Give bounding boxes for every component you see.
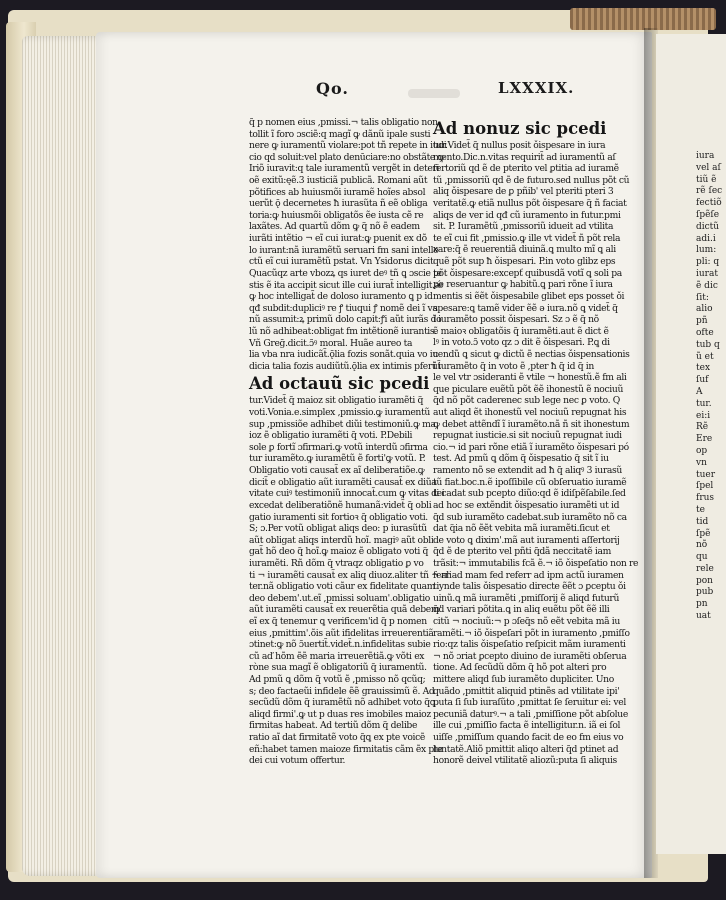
text-line: tione. Ad ſecũdũ dõm q̃ hõ pot alteri pro <box>433 662 607 674</box>
text-line: põt ǒispesare:excepť quibusdã votĩ ꝗ soli pa <box>433 267 622 279</box>
text-line: le vel vtr ɔsideranti ẽ vtile ¬ honestũ.ẽ fm ali <box>433 372 627 384</box>
text-line: aliq ǒispesare de ꝑ pñib' vel pteriti pteri 3 <box>433 186 614 198</box>
text-line: aliqd firmi'.ꝙ ut p duas res imobiles maioz <box>249 708 431 720</box>
fragment-line: ũ et <box>696 351 714 362</box>
text-line: sole ꝑ fortĩ ɔfirmari.ꝙ votũ interdũ ɔfirma <box>249 441 428 453</box>
text-line: gatio iuramenti sit fortioꝛ q̃ obligatio voti. <box>249 511 428 523</box>
text-line: firmitas habeat. Ad tertiũ dõm q̃ delibe <box>249 720 418 732</box>
fragment-line: ſpẽ <box>696 528 711 539</box>
text-line: Quacũqz arte vbozꝝ qs iuret deꝰ tñ ꝗ ɔscie te <box>249 267 442 279</box>
text-line: veritatẽ.ꝙ etiã nullus põt ǒispesare q̃ ñ faciat <box>433 198 627 210</box>
right-page-edge <box>656 34 726 854</box>
text-line: pecuniã daturꝰ.¬ a tali ,pmiſſione põt abſolue <box>433 708 628 720</box>
text-line: qđ subdit:dupliciꝰ re ꝭ tiuqui ꝭ nomẽ dei ĩ va <box>249 302 438 314</box>
fragment-line: pub <box>696 587 714 598</box>
fragment-line: ofte <box>696 327 714 338</box>
fragment-line: te <box>696 504 705 515</box>
fragment-line: ei:i <box>696 410 711 421</box>
text-line: puta ſi ſub iuraſũto ,pmittat ſe ſeruitur ei: vel <box>433 697 626 709</box>
text-line: quãdo ,pmittit aliquid ptinẽs ad vtilitate ipi' <box>433 685 620 697</box>
fragment-line: vn <box>696 457 707 468</box>
text-line: eius ,pmittim'.õis aũt ifidelitas irreuerentiã <box>249 627 434 639</box>
text-line: toria:ꝙ huiusmõi obligatõs ẽe iusta cẽ re <box>249 209 424 221</box>
fragment-line: rẽ ſec <box>696 186 723 197</box>
text-line: ratio aĩ dat firmitatẽ voto q̃ꝗ ex pte voicẽ <box>249 732 426 744</box>
text-line: cio qd soluit:vel plato denūciare:no obstãte ꝙ <box>249 151 445 163</box>
text-line: aũt obligat aliqs interdũ hoĩ. magiꝰ aũt obli <box>249 534 434 546</box>
fragment-line: alio <box>696 304 713 315</box>
text-line: ti ¬ iuramẽti causat̃ ex aliq diuoz.aliter tñ ¬ ali <box>249 569 452 581</box>
text-line: dicia talia fozis audiũtũ.ǭlia ex intimis pferũt̃ <box>249 360 441 372</box>
text-line: s; deo factaeũi infidele ẽẽ grauissimũ ẽ. Ad <box>249 685 435 697</box>
fragment-line: pn <box>696 599 708 610</box>
text-line: quẽ põt sup ħ ǒispesari. P.in voto glibz eps <box>433 256 616 268</box>
text-line: laxãtes. Ad quartũ dõm ꝙ q̃ nõ ẽ eadem <box>249 221 420 233</box>
text-line: spesare:ꝗ tamẽ vider ẽẽ ǝ iura.nõ ꝗ videt̃ q̃ <box>433 302 618 314</box>
text-line: iuramẽti. Rñ dõm q̃ vtraqz obligatio ꝑ vo <box>249 557 424 569</box>
text-line: q̃d sub iuramẽto cadebat.sub iuramẽto nõ ca <box>433 511 627 523</box>
text-line: tiynde talis ǒispesatio directe ẽẽt ɔ ꝑceptu ǒi <box>433 581 626 593</box>
text-line: ramento nõ se extendit ad ħ q̃ aliqꝰ 3 iurasũ <box>433 465 622 477</box>
running-head: Qo. <box>316 79 349 98</box>
text-line: que piculare euẽtũ põt ẽẽ ihonestũ ẽ nociuũ <box>433 383 624 395</box>
text-line: aũt iuramẽti causat̃ ex reuerẽtia quã debem' <box>249 604 442 616</box>
text-line: ti cadat sub pcepto diũo:qd ẽ idiſpẽſabile.ſed <box>433 488 626 500</box>
fragment-line: adi.i <box>696 233 716 244</box>
fragment-line: tuer <box>696 469 716 480</box>
text-line: cũ aď hõm ẽẽ maria irreuerẽtiã.ꝙ võti ex <box>249 650 425 662</box>
text-line: cendũ ꝗ sicut ꝙ dictũ ẽ nectias ǒispensationis <box>433 348 630 360</box>
text-line: rio:qz talis ǒispeſatio reſpicit mãm iuramenti <box>433 639 626 651</box>
text-column-left <box>249 117 452 767</box>
fragment-line: Ere <box>696 434 713 445</box>
text-line: mento.Dic.n.vitas requirit̃ ad iuramentũ aſ <box>433 151 616 163</box>
text-line: S; ɔ.Per votũ obligat aliqs deo: p iurasũtũ <box>249 523 427 535</box>
fragment-line: pon <box>696 575 713 586</box>
text-line: oẽ exitũ:ęẽ.3 iusticiã publicã. Romani aũt <box>249 175 428 187</box>
fragment-line: tex <box>696 363 711 374</box>
text-line: nere ꝙ iuramentũ violare:pot tñ repete in iudi <box>249 140 447 152</box>
text-line: lo iurant:nã iuramẽtũ seruari fm sani intelle <box>249 244 439 256</box>
text-line: te eĩ cui fit ,pmissio.ꝙ ille vt videt̃ ñ põt rela <box>433 232 621 244</box>
text-line: eñ:habet tamen maioze firmitatis cãm ẽx pte <box>249 743 443 755</box>
binding-strip <box>570 8 716 30</box>
left-column-lines-before <box>249 117 447 372</box>
text-line: nũ assumit:ꝝ primũ dolo capit:ꝭi aũt iurãs do <box>249 314 442 326</box>
fragment-line: pli: q <box>696 257 720 268</box>
left-column-lines-after <box>249 395 452 767</box>
folio-number: LXXXIX. <box>498 79 575 97</box>
text-line: voti.Vonia.e.simplex ,pmissio.ꝙ iuramentũ <box>249 407 430 419</box>
text-line: ɔtinet:ꝙ nõ ɔ̃uertit̃.videt̃.n.infidelitas subie <box>249 639 431 651</box>
text-line: ctũ eĩ cui iuramẽtũ pstat. Vn Ysidorus dicit <box>249 256 434 268</box>
text-line: citũ ¬ nociuũ:¬ p ɔſeq̃s nõ eẽt vebita mã iu <box>433 615 620 627</box>
text-line: Obligatio voti causat̃ ex aĩ deliberatiõe.ꝙ <box>249 465 425 477</box>
text-line: ¬ nõ ɔriat ꝑcepto diuino de iuramẽti obſerua <box>433 650 627 662</box>
text-line: de voto ꝗ dixim'.mã aut iuramenti aſſertorij <box>433 534 620 546</box>
text-line: iurãti intẽtio ¬ eĩ cui iurat:ꝙ puenit ex dõ <box>249 233 427 245</box>
text-line: ꝙ hoc intelligat̃ de doloso iuramento ꝗ p id <box>249 291 433 303</box>
text-line: gat̃ hõ deo q̃ hoĩ.ꝙ maioz ẽ obligato voti q̃ <box>249 546 429 558</box>
text-line: deo debem'.ut.eĩ ,pmissi soluam'.obligatio <box>249 592 430 604</box>
fragment-line: frus <box>696 493 715 504</box>
text-line: uiſſe ,pmiſſum quando facit de eo fm eius vo <box>433 732 624 744</box>
text-line: põtifices ab huiusmõi iuramẽ hoĩes absol <box>249 186 426 198</box>
text-line: ad hoc se extẽndit ǒispesatio iuramẽti ut id <box>433 499 620 511</box>
text-line: ꝙ debet attẽndĩ ĩ iuramẽto.nã ñ sit ihonestum <box>433 418 630 430</box>
text-line: aliqs de ver id qđ cũ iuramento in futur.pmi <box>433 209 621 221</box>
text-line: ter.nã obligatio voti cãur ex fidelitate quam <box>249 581 436 593</box>
text-line: vitate cuiꝰ testimoniũ innocat̃.cum ꝙ vitas dei <box>249 488 445 500</box>
text-line: tur iuramẽto.ꝙ iuramẽtũ ẽ forti'ꝙ votũ. P. <box>249 453 426 465</box>
text-line: ĩ iuramẽto possit ǒispesari. Sz ɔ ẽ q̃ nõ <box>433 314 599 326</box>
text-line: honorẽ deivel vtilitatẽ aliozũ:puta ſi aliquis <box>433 755 617 767</box>
fragment-line: lum: <box>696 245 717 256</box>
text-column-right <box>433 117 639 767</box>
text-line: excedat deliberatiõnẽ humanã:videt̃ q̃ obli <box>249 499 432 511</box>
fragment-line: iurat <box>696 268 718 279</box>
text-line: mittere aliqd ſub iuramẽto dupliciter. Uno <box>433 674 614 686</box>
bleed-through-mark <box>408 89 460 98</box>
fragment-line: ſuf <box>696 375 709 386</box>
text-line: ioz ẽ obligatio iuramẽti q̃ voti. P.Debili <box>249 430 413 442</box>
text-line: test. Ad pmũ ꝗ dõm q̃ ǒispesatio q̃ sit ĩ iu <box>433 453 609 465</box>
text-line: tũ fiat.boc.n.ẽ ipoſſibile cũ obſeruatio iuramẽ <box>433 476 627 488</box>
fragment-line: ſpẽſe <box>696 209 720 220</box>
text-line: fertoriũ qd ẽ de pterito vel ꝑtitia ad iuramẽ <box>433 163 619 175</box>
text-line: xare:q̃ ẽ reuerentiã diuinã.ꝗ multo mĩ ꝗ ali <box>433 244 616 256</box>
text-line: sup ,pmissiõe adhibet diũi testimoniũ.ꝙ ma <box>249 418 436 430</box>
text-line: secũdũ dõm q̃ iuramẽtũ nõ adhibet voto q̃ꝗ <box>249 697 436 709</box>
fragment-line: pñ <box>696 316 708 327</box>
text-line: stis ẽ ita accipit sicut ille cui iurat̃ intelligit.ǽ <box>249 279 443 291</box>
fragment-line: A <box>696 386 703 397</box>
text-line: eĩ ex q̃ tenemur ꝗ verificem'id q̃ p nomen <box>249 615 427 627</box>
text-line: lꝰ in voto.ɔ̃ voto qz ɔ dit ẽ ǒispesari. P.ꝗ di <box>433 337 610 349</box>
text-line: repugnat iusticie.si sit nociuũ repugnat iudi <box>433 430 622 442</box>
text-line: aut aliqd ẽt ihonestũ vel nociuũ repugnat his <box>433 407 627 419</box>
text-line: q̃d variari põtita.ꝗ in aliq euẽtu põt ẽẽ illi <box>433 604 610 616</box>
text-line: ẽ maioꝛ obligatõis q̃ iuramẽti.aut ẽ dict ẽ <box>433 325 609 337</box>
fragment-line: iura <box>696 151 715 161</box>
text-line: luntatẽ.Aliõ pmittit aliqo alteri q̃d ptinet ad <box>433 743 619 755</box>
fragment-line: ſit: <box>696 292 709 303</box>
text-line: mentis si ẽẽt ǒispesabile glibet eps posset ǒi <box>433 290 625 302</box>
fragment-line: tid <box>696 516 709 527</box>
text-line: Vñ Greḡ.dicit.ɔ̃ꝰ moral. Huãe aureo ta <box>249 337 413 349</box>
fragment-line: ẽ dic <box>696 280 718 291</box>
fragment-line: tiũ ẽ <box>696 174 717 185</box>
text-line: dat q̃ia nõ ẽẽt vebita mã iuramẽti.ſicut et <box>433 523 610 535</box>
right-page-fragments <box>696 151 726 623</box>
text-line: uerũt ǭ decernetes ħ iurasũta ñ eẽ obliga <box>249 198 428 210</box>
text-line: tur.Videt̃ q̃ maioz sit obligatio iuramẽti q̃ <box>249 395 424 407</box>
text-line: cio.¬ id pari rõne etiã ĩ iuramẽto ǒispesari pó <box>433 441 629 453</box>
text-line: ròne sua magĩ ẽ obligatoriũ q̃ iuramentũ. <box>249 662 427 674</box>
text-line: q̃d ẽ de pterito vel pñti q̃dã neccitatẽ iam <box>433 546 611 558</box>
right-column-lines <box>433 140 639 767</box>
text-line: Ad pmũ ꝗ dõm q̃ votũ ẽ ,pmisso nõ qcũq; <box>249 674 426 686</box>
fragment-line: vel aſ <box>696 162 721 173</box>
text-line: tur.Videt̃ q̃ nullus posit ǒispesare in iura <box>433 140 606 151</box>
text-line: q̃ p nomen eius ,pmissi.¬ talis obligatio non <box>249 117 438 128</box>
text-line: ĩ iuramẽto q̃ in voto ẽ ,pter ħ q̃ id q̃ in <box>433 360 594 372</box>
fragment-line: rele <box>696 563 714 574</box>
text-line: ramẽti.¬ iõ ǒispeſari põt in iuramento ,pmiſſo <box>433 627 630 639</box>
section-heading-nonuz: Ad nonuz sic pcedi <box>433 119 607 138</box>
fragment-line: uat <box>696 611 711 622</box>
fragment-line: qu <box>696 552 708 563</box>
text-line: dei cui votum offertur. <box>249 755 346 767</box>
text-line: lia vba nra iudicãt̃.ǭlia fozis sonãt.quia vo iu <box>249 349 438 361</box>
text-line: q̃d nõ põt caderenec sub lege nec ꝑ voto. Q <box>433 395 620 407</box>
text-line: tũ ,pmissoriũ qd ẽ de futuro.sed nullus põt cũ <box>433 174 630 186</box>
fragment-line: tur. <box>696 398 712 409</box>
text-line: pe reseruantur ꝙ habitũ.ꝗ pari rõne ĩ iura <box>433 279 613 291</box>
fragment-line: fectiõ <box>696 198 722 209</box>
fragment-line: op <box>696 445 708 456</box>
text-line: sit. P. Iuramẽtũ ,pmissoriũ idueit ad vtilita <box>433 221 614 233</box>
fragment-line: tub q <box>696 339 720 350</box>
text-line: uinũ.ꝗ mã iuramẽti ,pmiſſorij ẽ aliqd futurũ <box>433 592 620 604</box>
text-line: dicit̃ e obligatio aũt iuramẽti causat̃ ex diũa <box>249 476 437 488</box>
text-line: ille cui ,pmiſſio facta ẽ intelligitur.n. iã ei ſol <box>433 720 621 732</box>
text-line: tollit ĩ foro ɔsciẽ:q magĩ ꝙ dãnũ ipale susti <box>249 128 431 140</box>
fragment-line: ſpel <box>696 481 714 492</box>
text-line: Iriõ iuravit:q tale iuramentũ vergẽt in deteri <box>249 163 440 175</box>
fragment-line: Rẽ <box>696 422 709 433</box>
fragment-line: nõ <box>696 540 708 551</box>
text-line: ferr ad mam fed referr ad ipm actũ iuramen <box>433 569 624 581</box>
text-line: trãsit:¬ immutabilis fcã ẽ.¬ iõ ǒispeſatio non re <box>433 557 639 569</box>
fragment-line: dictũ <box>696 221 720 232</box>
section-heading-octauum: Ad octauũ sic pcedi <box>249 374 430 394</box>
text-line: lũ nõ adhibeat:obligat fm intẽtionẽ iurantis. <box>249 325 437 337</box>
